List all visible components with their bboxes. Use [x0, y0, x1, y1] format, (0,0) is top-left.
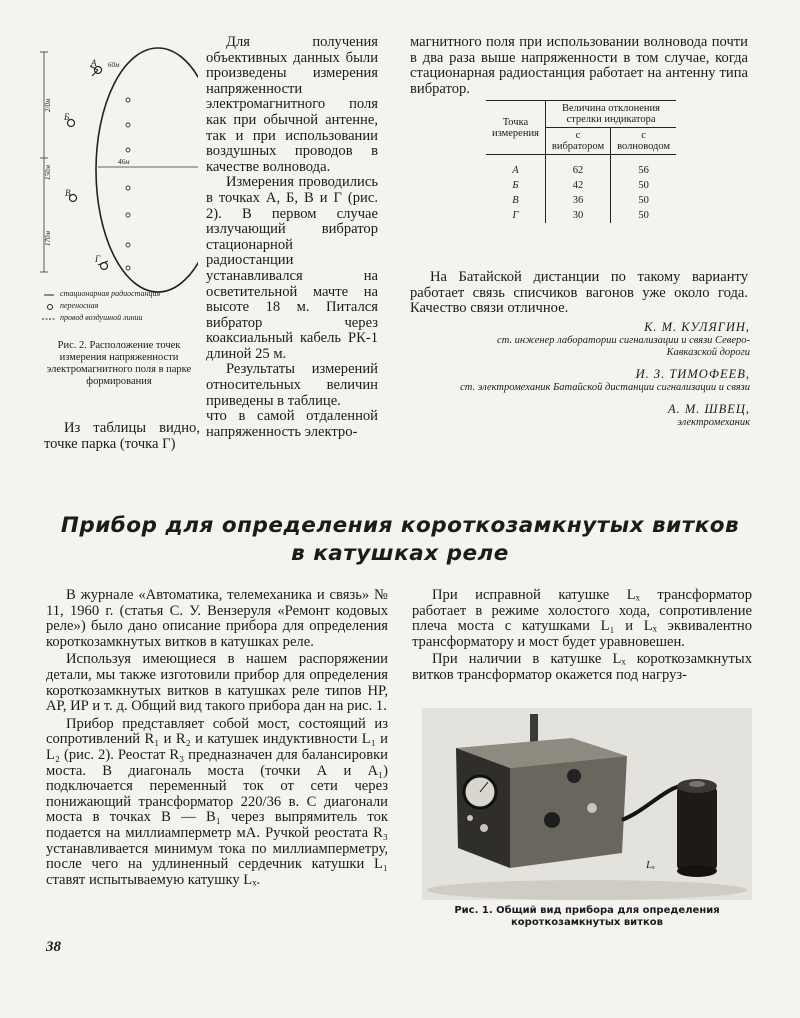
- signature-name-1: К. М. КУЛЯГИН,: [644, 320, 750, 334]
- cell-wave: 50: [611, 178, 676, 193]
- legend-wire: провод воздушной линии: [60, 313, 143, 322]
- cell-vib: 42: [545, 178, 610, 193]
- article-left-para-1: В журнале «Автоматика, телемеханика и связь» № 11, 1960 г. (статья С. У. Вензеруля «Ремонт кодовых реле») было дано описание прибора для определения короткозамкнутых витков в катушках реле.: [46, 587, 388, 650]
- cell-point: Г: [512, 210, 519, 221]
- legend-stationary: стационарная радиостанция: [60, 289, 161, 298]
- cell-wave: 50: [611, 193, 676, 208]
- middle-para-3: Результаты измерений относительных величин приведены в таблице.: [206, 361, 378, 409]
- article-left-para-2: Используя имеющиеся в нашем распоряжении детали, мы также изготовили прибор для определения короткозамкнутых витков в катушках реле типов НР, АР, ИР и т. д. Общий вид такого прибора дан на рис. 1.: [46, 651, 388, 715]
- article-right-para-1: При исправной катушке Lₓ трансформатор работает в режиме холостого хода, сопротивление плеча моста с катушками L₁ и Lₓ эквивалентно трансформатору и мост будет уравновешен.: [412, 587, 752, 650]
- point-g-label: Г: [95, 254, 101, 264]
- cell-point: А: [512, 165, 519, 176]
- signature-role-1: ст. инженер лаборатории сигнализации и связи Северо-Кавказской дороги: [497, 335, 750, 358]
- measurement-table: [486, 100, 676, 223]
- dist-bottom-label: 170м: [44, 231, 52, 246]
- legend-portable: переносная: [60, 301, 99, 310]
- cell-vib: 36: [545, 193, 610, 208]
- table-row: [486, 163, 676, 178]
- cell-vib: 30: [545, 208, 610, 223]
- point-b-label: Б: [64, 112, 70, 122]
- coil-label: Lₓ: [646, 859, 656, 871]
- header-group: Величина отклонения стрелки индикатора: [545, 101, 676, 128]
- header-point: Точка измерения: [486, 101, 545, 155]
- table-row: [486, 193, 676, 208]
- dist-middle-label: 150м: [44, 165, 52, 180]
- article-title-line-1: Прибор для определения короткозамкнутых витков: [60, 513, 740, 538]
- signature-name-2: И. З. ТИМОФЕЕВ,: [635, 367, 750, 381]
- article-left-para-3: Прибор представляет собой мост, состоящий из сопротивлений R₁ и R₂ и катушек индуктивности L₁ и L₂ (рис. 2). Реостат R₃ предназначен для балансировки моста. В диагональ моста (точки А и А₁) подключается переменный ток от сети через понижающий трансформатор 220/36 в. С диагонали моста в точках В — В₁ через выпрямитель ток подается на миллиамперметр мА. Ручкой реостата R₃ устанавливается минимум тока по миллиамперметру, после чего на удлиненный сердечник катушки L₁ ставят испытываемую катушку Lₓ.: [46, 715, 388, 888]
- signatures: [410, 320, 750, 429]
- point-v-label: В: [65, 188, 71, 198]
- cell-point: Б: [512, 180, 519, 191]
- middle-para-2: Измерения проводились в точках А, Б, В и Г (рис. 2). В первом случае излучающий вибратор стационарной радиостанции устанавливался на осветительной мачте на высоте 18 м. Питался вибратор через коаксиальный кабель РК-1 длиной 25 м.: [206, 174, 378, 362]
- article-left-column: [46, 588, 388, 888]
- segment-label: 60м: [108, 61, 120, 69]
- middle-para-4: что в самой отдаленной напряженность электро-: [206, 408, 378, 440]
- figure-legend: [60, 289, 200, 323]
- point-a-label: А: [91, 58, 97, 68]
- width-label: 46м: [118, 158, 130, 166]
- figure-2-caption: Рис. 2. Расположение точек измерения напряженности электромагнитного поля в парке формирования: [46, 340, 192, 387]
- article-title: [40, 512, 760, 568]
- right-after-table-text: На Батайской дистанции по такому варианту работает связь списчиков вагонов уже около года. Качество связи отличное.: [410, 269, 748, 317]
- left-column-tail: [44, 421, 200, 452]
- figure-2: [28, 40, 198, 340]
- dist-top-label: 2/0м: [44, 98, 52, 112]
- cell-wave: 56: [611, 163, 676, 178]
- header-waveguide: с волноводом: [611, 128, 676, 155]
- device-photo: [422, 708, 752, 900]
- middle-column: [206, 35, 378, 440]
- signature-name-3: А. М. ШВЕЦ,: [667, 402, 750, 416]
- cell-point: В: [512, 195, 519, 206]
- article-right-para-2: При наличии в катушке Lₓ короткозамкнутых витков трансформатор окажется под нагруз-: [412, 651, 752, 683]
- article-title-line-2: в катушках реле: [291, 541, 509, 566]
- table-row: [486, 208, 676, 223]
- cell-vib: 62: [545, 163, 610, 178]
- left-tail-text: Из таблицы видно, точке парка (точка Г): [44, 420, 200, 452]
- table-row: [486, 178, 676, 193]
- signature-role-3: электромеханик: [677, 417, 750, 428]
- signature-role-2: ст. электромеханик Батайской дистанции сигнализации и связи: [460, 382, 750, 393]
- article-right-column: [412, 588, 752, 684]
- figure-1-photo: [422, 708, 752, 900]
- header-vibrator: с вибратором: [545, 128, 610, 155]
- middle-para-1: Для получения объективных данных были произведены измерения напряженности электромагнитного поля как при обычной антенне, так и при использовании воздушных проводов в качестве волновода.: [206, 34, 378, 175]
- right-column-top: [410, 35, 748, 97]
- page-number: 38: [46, 939, 61, 955]
- cell-wave: 50: [611, 208, 676, 223]
- right-column-after-table: [410, 270, 748, 317]
- right-top-text: магнитного поля при использовании волновода почти в два раза выше напряженности в том случае, когда стационарная радиостанция работает на антенну типа вибратор.: [410, 34, 748, 97]
- figure-1-caption: Рис. 1. Общий вид прибора для определения короткозамкнутых витков: [454, 905, 720, 928]
